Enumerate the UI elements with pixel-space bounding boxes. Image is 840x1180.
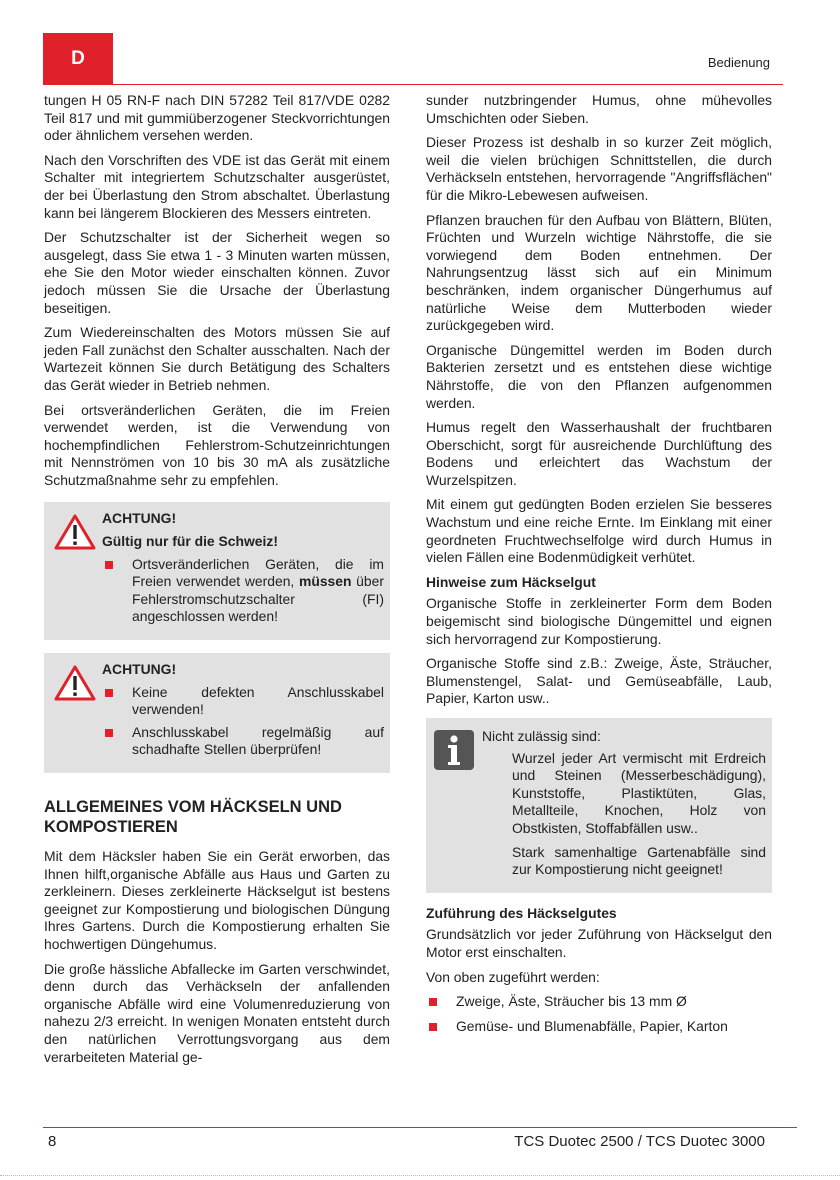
paragraph: Bei ortsveränderlichen Geräten, die im Freien verwendet werden, ist die Verwendung von hochempfindlichen Fehlerstrom-Schutzeinrichtungen mit Nennströmen von 10 bis 30 mA als zusätzliche Schutzmaßnahme sehr zu empfehlen. (44, 401, 390, 488)
paragraph: sunder nutzbringender Humus, ohne mühevolles Umschichten oder Sieben. (426, 92, 772, 126)
info-paragraph: Stark samenhaltige Gartenabfälle sind zur Kompostierung nicht geeignet! (512, 843, 766, 878)
footer-rule (43, 1127, 797, 1128)
subheading: Hinweise zum Häckselgut (426, 573, 596, 590)
list-item: Ortsveränderlichen Geräten, die im Freien verwendet werden, müssen über Fehlerstromschutzschalter (FI) angeschlossen werden! (102, 556, 384, 626)
warning-title: ACHTUNG! (102, 510, 177, 527)
paragraph: Nach den Vorschriften des VDE ist das Gerät mit einem Schalter mit integriertem Schutzschalter ausgerüstet, der bei Überlastung den Strom abschaltet. Überlastung kann bei längerem Blockieren des Messers eintreten. (44, 151, 390, 221)
page-number: 8 (48, 1133, 57, 1150)
left-column (44, 92, 390, 1073)
subheading: Zuführung des Häckselgutes (426, 904, 617, 921)
info-box (426, 718, 772, 893)
warning-box-cables (44, 653, 390, 773)
paragraph: Von oben zugeführt werden: (426, 968, 600, 985)
list-item: Gemüse- und Blumenabfälle, Papier, Karton (426, 1018, 772, 1036)
right-column (426, 92, 772, 1042)
warning-triangle-icon (54, 665, 96, 701)
warning-triangle-icon (54, 514, 96, 550)
paragraph: Zum Wiedereinschalten des Motors müssen Sie auf jeden Fall zunächst den Schalter ausschalten. Nach der Wartezeit können Sie durch Betätigung des Schalters das Gerät wieder in Betrieb nehmen. (44, 324, 390, 393)
warning-box-switzerland (44, 502, 390, 640)
paragraph: tungen H 05 RN-F nach DIN 57282 Teil 817/VDE 0282 Teil 817 und mit gummiüberzogener Steckvorrichtungen oder ähnlichem versehen werden. (44, 92, 390, 144)
paragraph: Organische Stoffe sind z.B.: Zweige, Äste, Sträucher, Blumenstengel, Salat- und Gemüseabfälle, Laub, Papier, Karton usw.. (426, 655, 772, 707)
section-heading: ALLGEMEINES VOM HÄCKSELN UND KOMPOSTIEREN (44, 798, 342, 836)
list-item: Keine defekten Anschlusskabel verwenden! (102, 684, 384, 719)
language-tab (43, 33, 113, 85)
paragraph: Organische Stoffe in zerkleinerter Form dem Boden beigemischt sind biologische Düngemittel und eignen sich hervorragend zur Kompostierung. (426, 595, 772, 647)
paragraph: Mit dem Häcksler haben Sie ein Gerät erworben, das Ihnen hilft,organische Abfälle aus Haus und Garten zu zerkleinern. Dieses zerkleinerte Häckselgut ist bestens geeignet zur Kompostierung und biologischen Düngung Ihres Gartens. Durch die Kompostierung erhalten Sie hochwertigen Düngehumus. (44, 848, 390, 952)
warning-title: ACHTUNG! (102, 661, 177, 678)
header-rule (113, 84, 783, 85)
paragraph: Die große hässliche Abfallecke im Garten verschwindet, denn durch das Verhäckseln der anfallenden organische Abfälle wird eine Volumenreduzierung von nahezu 2/3 erreicht. In wenigen Monaten entsteht durch den natürlichen Verrottungsvorgang aus dem verarbeiteten Material ge- (44, 960, 390, 1065)
page-edge-divider (0, 1175, 840, 1176)
info-title: Nicht zulässig sind: (482, 728, 601, 744)
section-name: Bedienung (707, 55, 770, 70)
paragraph: Grundsätzlich vor jeder Zuführung von Häckselgut den Motor erst einschalten. (426, 926, 772, 960)
list-item: Anschlusskabel regelmäßig auf schadhafte Stellen überprüfen! (102, 724, 384, 759)
paragraph: Organische Düngemittel werden im Boden durch Bakterien zersetzt und es entstehen diese wichtige Nährstoffe, die von den Pflanzen aufgenommen werden. (426, 341, 772, 411)
paragraph: Pflanzen brauchen für den Aufbau von Blättern, Blüten, Früchten und Wurzeln wichtige Nährstoffe, die sie vorwiegend dem Boden entnehmen. Der Nahrungsentzug lässt sich auf ein Minimum beschränken, indem organischer Düngerhumus auf natürliche Weise dem Mutterboden wieder zurückgegeben wird. (426, 211, 772, 334)
paragraph: Dieser Prozess ist deshalb in so kurzer Zeit möglich, weil die vielen brüchigen Schnittstellen, die durch Verhäckseln entstehen, hervorragende "Angriffsflächen" für die Mikro-Lebewesen aufweisen. (426, 134, 772, 203)
paragraph: Mit einem gut gedüngten Boden erzielen Sie besseres Wachstum und eine reiche Ernte. Im Einklang mit einer geordneten Fruchtwechselfolge wird durch Humus in vielen Fällen eine Bodenmüdigkeit verhütet. (426, 496, 772, 566)
language-code: D (71, 48, 85, 69)
info-paragraph: Wurzel jeder Art vermischt mit Erdreich und Steinen (Messerbeschädigung), Kunststoffe, Plastiktüten, Glas, Metallteile, Knochen, Holz von Obstkisten, Stoffabfällen usw.. (512, 749, 766, 836)
paragraph: Humus regelt den Wasserhaushalt der fruchtbaren Oberschicht, sorgt für ausreichende Durchlüftung des Bodens und erleichtert das Wachstum der Wurzelspitzen. (426, 419, 772, 488)
paragraph: Der Schutzschalter ist der Sicherheit wegen so ausgelegt, dass Sie etwa 1 - 3 Minuten warten müssen, ehe Sie den Motor wieder einschalten können. Zuvor jedoch müssen Sie die Ursache der Überlastung beseitigen. (44, 229, 390, 316)
list-item: Zweige, Äste, Sträucher bis 13 mm Ø (426, 993, 772, 1011)
product-name: TCS Duotec 2500 / TCS Duotec 3000 (514, 1133, 765, 1150)
warning-subtitle: Gültig nur für die Schweiz! (102, 533, 278, 550)
info-icon (434, 730, 474, 770)
